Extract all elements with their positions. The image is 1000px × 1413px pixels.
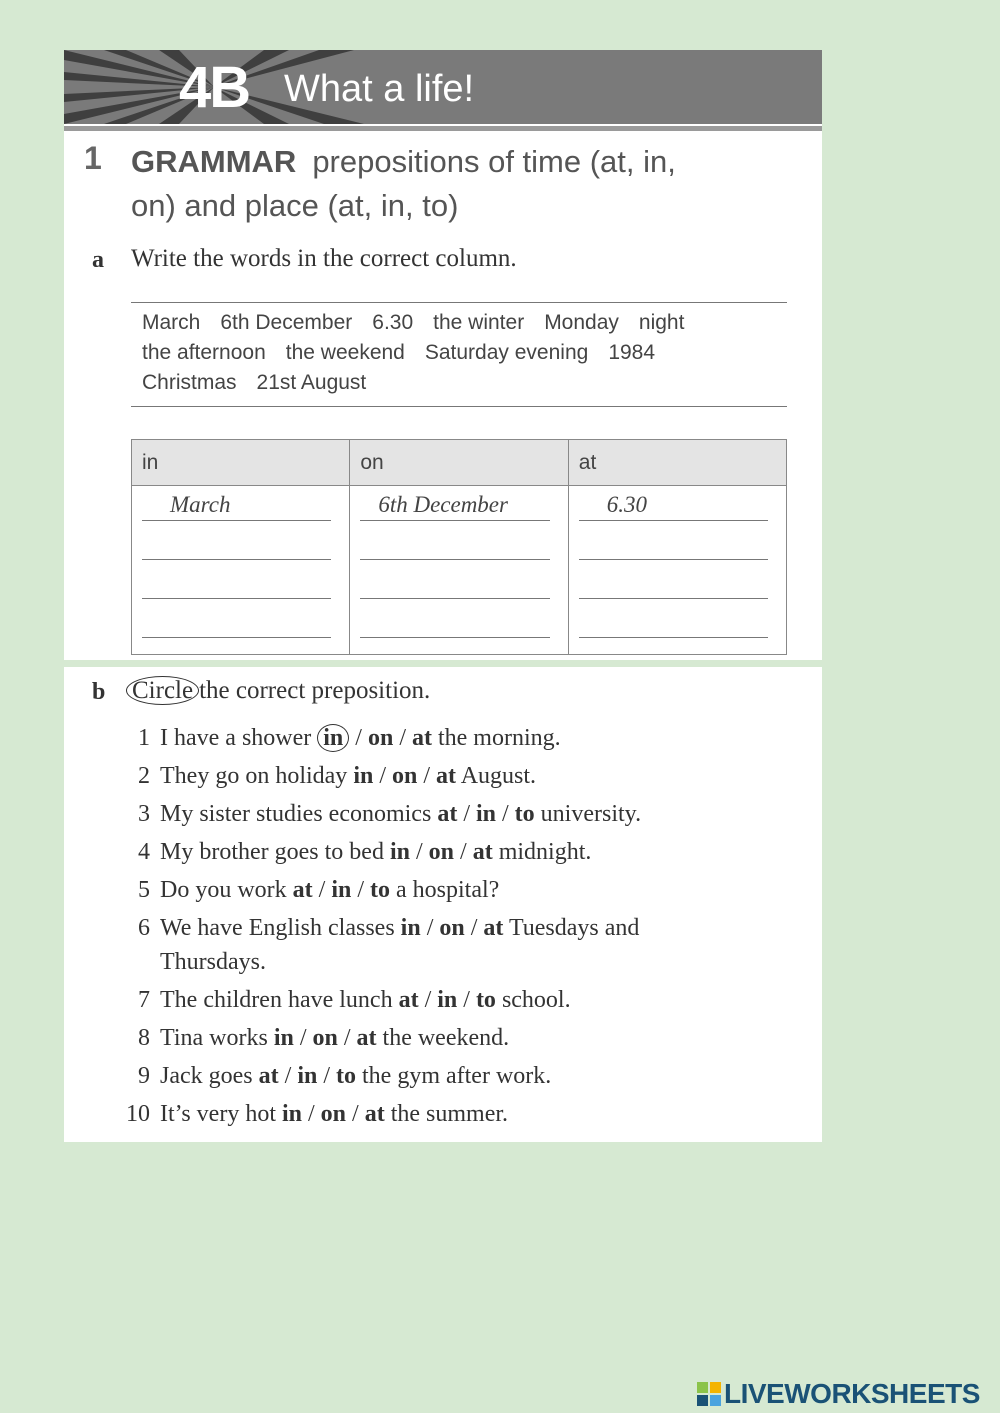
item-text-after: the morning. — [431, 725, 561, 751]
item-sentence: They go on holiday in / on / at August. — [160, 763, 537, 789]
option-2[interactable]: in — [331, 877, 352, 903]
exercise-item — [110, 983, 750, 1017]
option-1[interactable]: at — [292, 877, 313, 903]
word-chip: March — [142, 311, 201, 334]
option-2[interactable]: in — [437, 987, 458, 1013]
section-heading — [131, 140, 781, 228]
column-header-in: in — [132, 440, 350, 486]
item-text-before: They go on holiday — [160, 763, 354, 789]
task-a-letter: a — [92, 247, 104, 273]
answer-blank[interactable] — [579, 533, 768, 560]
option-3[interactable]: at — [436, 763, 457, 789]
exercise-item — [110, 835, 750, 869]
item-number: 8 — [138, 1025, 150, 1051]
word-chip: 6.30 — [372, 311, 414, 334]
task-a-instruction: Write the words in the correct column. — [131, 245, 517, 272]
task-b-instruction — [126, 677, 430, 705]
exercise-item — [110, 1059, 750, 1093]
word-chip: 1984 — [608, 341, 656, 364]
word-chip: night — [638, 311, 685, 334]
word-box-top-rule — [131, 302, 787, 303]
section-heading-line1: prepositions of time (at, in, — [312, 144, 676, 179]
item-number: 2 — [138, 763, 150, 789]
exercise-item — [110, 721, 750, 755]
answer-blank[interactable] — [360, 611, 549, 638]
answer-blank[interactable] — [360, 572, 549, 599]
example-answer: March — [142, 494, 331, 521]
item-text-after: the weekend. — [376, 1025, 510, 1051]
column-in — [132, 486, 350, 655]
unit-code: 4B — [179, 55, 250, 120]
column-header-at: at — [568, 440, 786, 486]
option-2[interactable]: on — [312, 1025, 338, 1051]
item-text-after: the gym after work. — [356, 1063, 552, 1089]
option-2[interactable]: on — [428, 839, 455, 865]
item-text-before: We have English classes — [160, 915, 401, 941]
option-3[interactable]: at — [483, 915, 504, 941]
exercise-item — [110, 759, 750, 793]
item-text-before: It’s very hot — [160, 1101, 282, 1127]
option-1[interactable]: in — [353, 763, 374, 789]
item-sentence: Do you work at / in / to a hospital? — [160, 877, 500, 903]
item-text-after: midnight. — [492, 839, 592, 865]
option-3[interactable]: to — [370, 877, 391, 903]
option-3[interactable]: to — [475, 987, 496, 1013]
item-text-after: university. — [534, 801, 642, 827]
section-heading-line2: on) and place (at, in, to) — [131, 188, 459, 223]
word-chip: 6th December — [220, 311, 353, 334]
item-number: 3 — [138, 801, 150, 827]
answer-blank[interactable] — [142, 533, 331, 560]
item-number: 1 — [138, 725, 150, 751]
item-text-after: school. — [495, 987, 571, 1013]
option-1[interactable]: at — [258, 1063, 279, 1089]
option-1[interactable]: at — [398, 987, 419, 1013]
option-2[interactable]: in — [297, 1063, 318, 1089]
answer-blank[interactable] — [579, 611, 768, 638]
item-text-before: Tina works — [160, 1025, 274, 1051]
unit-header — [64, 50, 822, 124]
item-text-after: a hospital? — [390, 877, 500, 903]
option-1[interactable]: in — [400, 915, 421, 941]
option-3[interactable]: to — [336, 1063, 356, 1089]
exercise-item — [110, 873, 750, 907]
option-3[interactable]: to — [514, 801, 535, 827]
item-text-after: August. — [456, 763, 537, 789]
header-divider — [64, 126, 822, 131]
answer-blank[interactable] — [579, 572, 768, 599]
item-text-before: My sister studies economics — [160, 801, 438, 827]
answer-blank[interactable] — [142, 572, 331, 599]
item-sentence: Jack goes at / in / to the gym after work. — [160, 1063, 552, 1089]
word-chip: the weekend — [285, 341, 405, 364]
unit-title: What a life! — [284, 68, 475, 110]
option-1[interactable]: in — [273, 1025, 294, 1051]
exercise-list — [110, 721, 750, 1135]
example-answer: 6.30 — [579, 494, 768, 521]
section-number: 1 — [84, 140, 102, 176]
item-number: 4 — [138, 839, 150, 865]
option-3[interactable]: at — [364, 1101, 385, 1127]
liveworksheets-icon — [697, 1382, 721, 1406]
word-chip: 21st August — [256, 371, 367, 394]
item-sentence: We have English classes in / on / at Tuesdays and Thursdays. — [160, 915, 640, 975]
brand-logo — [697, 1378, 980, 1410]
option-1[interactable]: in — [281, 1101, 302, 1127]
item-number: 10 — [126, 1101, 150, 1127]
answer-blank[interactable] — [142, 611, 331, 638]
word-chip: Christmas — [142, 371, 237, 394]
word-chip: the afternoon — [142, 341, 266, 364]
item-number: 5 — [138, 877, 150, 903]
word-chip: Monday — [544, 311, 619, 334]
item-text-after: the summer. — [384, 1101, 509, 1127]
item-number: 6 — [138, 915, 150, 941]
exercise-item — [110, 1097, 750, 1131]
item-text-before: Do you work — [160, 877, 293, 903]
item-text-after: Tuesdays and Thursdays. — [160, 915, 640, 975]
option-1[interactable]: in — [317, 724, 349, 752]
item-sentence: My brother goes to bed in / on / at midnight. — [160, 839, 592, 865]
brand-name: LIVEWORKSHEETS — [724, 1378, 980, 1409]
option-2[interactable]: in — [475, 801, 496, 827]
item-sentence: I have a shower in / on / at the morning. — [160, 725, 561, 751]
column-header-on: on — [350, 440, 568, 486]
option-1[interactable]: at — [437, 801, 458, 827]
option-3[interactable]: at — [472, 839, 493, 865]
item-number: 9 — [138, 1063, 150, 1089]
task-b-instruction-rest: the correct preposition. — [199, 677, 431, 704]
word-chip: the winter — [433, 311, 525, 334]
option-2[interactable]: on — [439, 915, 465, 941]
task-b-letter: b — [92, 679, 106, 705]
item-sentence: My sister studies economics at / in / to university. — [160, 801, 642, 827]
item-text-before: The children have lunch — [160, 987, 399, 1013]
option-3[interactable]: at — [356, 1025, 377, 1051]
preposition-table — [131, 439, 787, 655]
word-box-bottom-rule — [131, 406, 787, 407]
option-3[interactable]: at — [411, 725, 432, 751]
exercise-item — [110, 911, 750, 979]
item-text-before: My brother goes to bed — [160, 839, 390, 865]
option-2[interactable]: on — [320, 1101, 347, 1127]
example-answer: 6th December — [360, 494, 549, 521]
column-on — [350, 486, 568, 655]
word-box — [142, 308, 782, 398]
word-chip: Saturday evening — [424, 341, 589, 364]
item-sentence: It’s very hot in / on / at the summer. — [160, 1101, 509, 1127]
exercise-item — [110, 797, 750, 831]
option-2[interactable]: on — [367, 725, 394, 751]
option-2[interactable]: on — [392, 763, 418, 789]
exercise-item — [110, 1021, 750, 1055]
section-keyword: GRAMMAR — [131, 144, 297, 179]
column-at — [568, 486, 786, 655]
item-sentence: The children have lunch at / in / to school. — [160, 987, 571, 1013]
answer-blank[interactable] — [360, 533, 549, 560]
item-text-before: Jack goes — [160, 1063, 259, 1089]
circled-word: Circle — [126, 676, 199, 705]
item-sentence: Tina works in / on / at the weekend. — [160, 1025, 510, 1051]
option-1[interactable]: in — [389, 839, 410, 865]
item-text-before: I have a shower — [160, 725, 318, 751]
item-number: 7 — [138, 987, 150, 1013]
